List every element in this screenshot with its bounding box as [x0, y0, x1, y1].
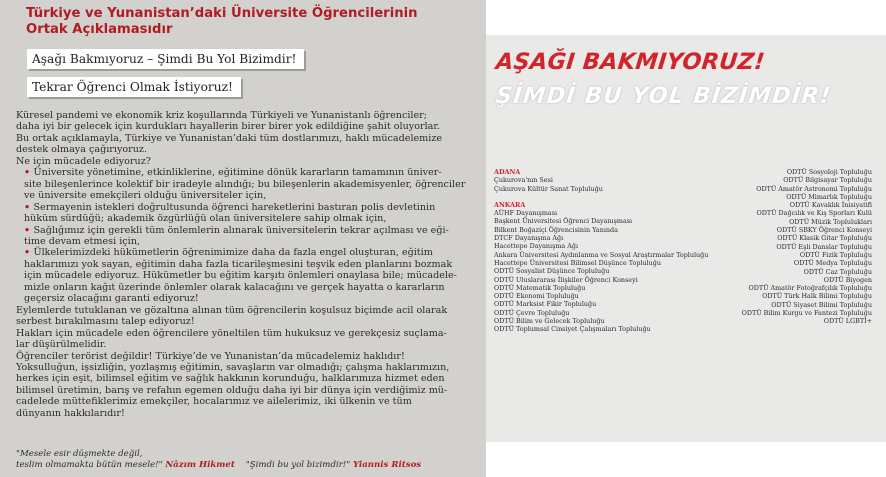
spacer: [494, 193, 708, 201]
city-heading: ANKARA: [494, 200, 526, 209]
signatory-item: ODTÜ Biyogen: [823, 275, 872, 284]
signatory-item: Çukurova'nın Sesi: [494, 176, 553, 185]
intro-paragraph: Küresel pandemi ve ekonomik kriz koşullarında Türkiyeli ve Yunanistanlı öğrenciler; daha iyi bir gelecek için kurdukları hayallerin birer birer yok edildiğine şahit oluyorlar. Bu ortak açıklamayla, Türkiye ve Yunanistan’daki tüm dostlarımızı, haklı mücadelemize destek olmaya çağırıyoruz.: [16, 110, 443, 156]
signatory-item: ODTÜ Sosyoloji Topluluğu: [786, 168, 872, 176]
quote-1-author: Nâzım Hikmet: [165, 460, 235, 470]
signatory-item: ODTÜ Ekonomi Topluluğu: [494, 292, 579, 301]
bullet-icon: •: [24, 247, 34, 259]
signatory-item: Ankara Üniversitesi Aydınlanma ve Sosyal Araştırmalar Topluluğu: [494, 250, 709, 259]
signatory-item: ODTÜ Bilim ve Gelecek Topluluğu: [494, 317, 605, 326]
signatories-right-column: [742, 168, 872, 326]
closing-paragraph: Hakları için mücadele eden öğrencilere yöneltilen tüm hukuksuz ve gerekçesiz suçlama- lar düşürülmelidir.: [16, 327, 447, 351]
demand-item: [16, 247, 476, 304]
signatory-item: ODTÜ SBKY Öğrenci Konseyi: [776, 226, 872, 235]
quote-line-2: [16, 460, 486, 471]
statement-title: [26, 6, 476, 38]
signatory-item: ODTÜ Medya Topluluğu: [793, 259, 872, 268]
signatory-item: ODTÜ Marksist Fikir Topluluğu: [494, 300, 597, 309]
signatory-item: ODTÜ Klasik Gitar Topluluğu: [777, 234, 872, 243]
city-heading: ADANA: [494, 168, 521, 176]
demand-item: [16, 202, 476, 225]
signatory-item: ODTÜ Toplumsal Cinsiyet Çalışmaları Topluluğu: [494, 325, 651, 334]
bullet-icon: •: [24, 224, 34, 236]
signatory-item: ODTÜ Dağcılık ve Kış Sporları Kulü: [756, 209, 872, 218]
signatory-item: Başkent Üniversitesi Öğrenci Dayanışması: [494, 217, 633, 226]
bullet-icon: •: [24, 167, 34, 179]
demand-text: Sağlığımız için gerekli tüm önlemlerin alınarak üniversitelerin tekrar açılması ve eği- time devam etmesi için,: [24, 224, 449, 247]
signatory-item: ODTÜ Kavaklık İnisiyatifi: [789, 201, 872, 210]
poster-title-line-2: ŞİMDİ BU YOL BİZİMDİR!: [494, 83, 833, 109]
signatory-item: ODTÜ Bilgisayar Topluluğu: [783, 176, 872, 185]
signatory-item: ODTÜ Müzik Toplulukları: [789, 217, 872, 226]
demand-text: Ülkelerimizdeki hükümetlerin öğrenimimize daha da fazla engel oluşturan, eğitim haklarımızı yok sayan, eğitimin daha fazla ticarileşmesini teşvik eden planlarını bozmak için mücadele ediyoruz. Hükümetler bu eğitim karşıtı önlemleri onaylasa bile; mücadele- mizle onların kağıt üzerinde önlemler olarak kalacağını ve gerçek hayatta o kararların geçersiz olacağını garanti ediyoruz!: [24, 247, 457, 305]
closing-paragraph: Öğrenciler terörist değildir! Türkiye’de ve Yunanistan’da mücadelemiz haklıdır!: [16, 350, 405, 362]
signatory-item: DTCF Dayanışma Ağı: [494, 234, 564, 243]
signatory-item: ODTÜ Türk Halk Bilimi Topluluğu: [762, 292, 872, 301]
signatory-item: ODTÜ Siyaset Bilimi Topluluğu: [771, 300, 872, 309]
statement-title-line-1: Türkiye ve Yunanistan’daki Üniversite Öğrencilerinin: [26, 6, 418, 21]
demand-text: Üniversite yönetimine, etkinliklerine, eğitimine dönük kararların tamamının üniver- site bileşenlerince kolektif bir iradeyle alındığı; bu bileşenlerin akademisyenler, öğrenciler ve üniversite emekçileri olduğu üniversiteler için,: [24, 167, 466, 202]
poster-title-line-1: AŞAĞI BAKMIYORUZ!: [494, 49, 767, 75]
statement-title-line-2: Ortak Açıklamasıdır: [26, 22, 173, 37]
signatory-item: ODTÜ Uluslararası İlişkiler Öğrenci Konseyi: [494, 275, 638, 284]
signatory-item: ODTÜ LGBTİ+: [823, 317, 872, 326]
demand-text: Sermayenin istekleri doğrultusunda öğrenci hareketlerini bastıran polis devletinin hüküm sürdüğü; akademik özgürlüğü olan üniversitelere sahip olmak için,: [24, 201, 436, 225]
signatory-item: ODTÜ Çevre Topluluğu: [494, 308, 570, 317]
closing-paragraph: Yoksulluğun, işsizliğin, yozlaşmış eğitimin, savaşların var olmadığı; çalışma haklarımızın, herkes için eşit, bilimsel eğitim ve sağlık hakkının korunduğu, halklarımıza hizmet eden bilimsel üretimin, barış ve refahın egemen olduğu daha iyi bir dünya için verdiğimiz mü- cadelede müttefiklerimiz emekçiler, hocalarımız ve ailelerimiz, iki ülkenin ve tüm dünyanın hakkılarıdır!: [16, 361, 450, 419]
quote-1-line-2: teslim olmamakta bütün mesele!": [16, 460, 163, 470]
signatory-item: Hacettepe Dayanışma Ağı: [494, 242, 579, 251]
signatory-item: ODTÜ Matematik Topluluğu: [494, 283, 586, 292]
closing-paragraph: Eylemlerde tutuklanan ve gözaltına alınan tüm öğrencilerin koşulsuz biçimde acil olarak serbest bırakılmasını talep ediyoruz!: [16, 304, 448, 328]
demand-item: [16, 225, 476, 248]
signatory-item: Hacettepe Üniversitesi Bilimsel Düşünce Topluluğu: [494, 258, 661, 267]
question-heading: Ne için mücadele ediyoruz?: [16, 155, 151, 167]
signatories-poster: [486, 35, 886, 442]
signatory-item: ODTÜ Amatör Fotoğrafçılık Topluluğu: [748, 284, 872, 293]
signatory-item: ODTÜ Bilim Kurgu ve Fantezi Topluluğu: [741, 309, 872, 318]
signatory-item: ODTÜ Eşli Danslar Topluluğu: [776, 242, 872, 251]
quote-1-line-1: "Mesele esir düşmekte değil,: [16, 449, 143, 459]
statement-body: [16, 110, 476, 419]
slogan-banner-2: Tekrar Öğrenci Olmak İstiyoruz!: [27, 77, 241, 97]
signatory-item: Çukurova Kültür Sanat Topluluğu: [494, 184, 603, 193]
quote-2-author: Yiannis Ritsos: [352, 460, 422, 470]
signatory-item: ODTÜ Amatör Astronomi Topluluğu: [756, 184, 872, 193]
quote-2: "Şimdi bu yol bizimdir!": [245, 460, 351, 470]
bullet-icon: •: [24, 201, 34, 213]
demand-item: [16, 167, 476, 201]
signatories-left-column: [494, 168, 708, 334]
signatory-item: ODTÜ Fizik Topluluğu: [799, 250, 872, 259]
signatory-item: ODTÜ Mimarlık Topluluğu: [786, 192, 872, 201]
signatory-item: AÜHF Dayanışması: [494, 209, 558, 218]
quotes: [16, 449, 486, 471]
signatory-item: ODTÜ Sosyalist Düşünce Topluluğu: [494, 267, 610, 276]
signatory-item: Bilkent Boğaziçi Öğrencisinin Yanında: [494, 225, 618, 234]
signatory-item: ODTÜ Caz Topluluğu: [803, 267, 872, 276]
slogan-banner-1: Aşağı Bakmıyoruz – Şimdi Bu Yol Bizimdir!: [27, 49, 304, 69]
